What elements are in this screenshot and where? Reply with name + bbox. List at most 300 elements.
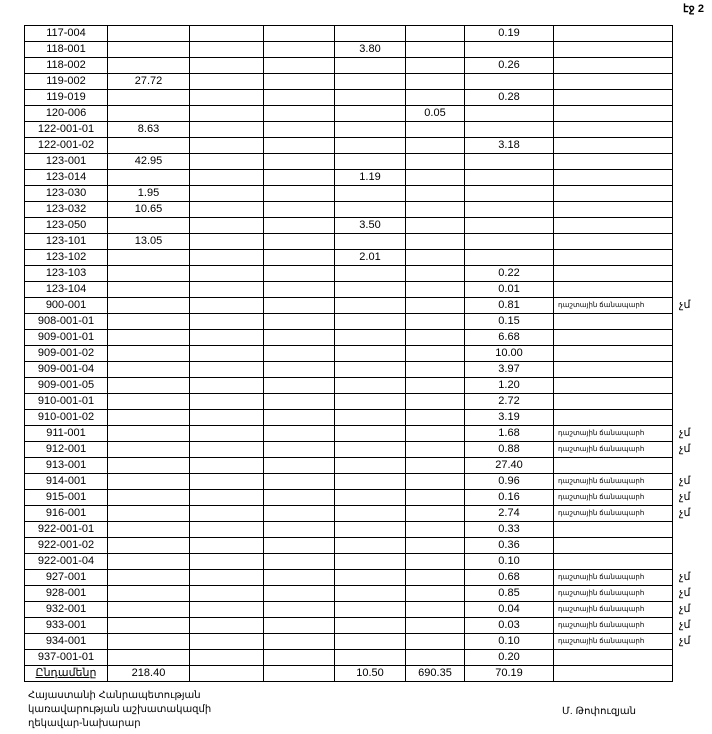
value-col-5-cell: 0.05 [406,106,465,122]
note-cell: դաշտային ճանապարհ [554,506,673,522]
value-col-6-cell: 6.68 [465,330,554,346]
parcel-code-cell: 119-019 [25,90,108,106]
value-col-4-cell [335,346,406,362]
value-col-2-cell [190,442,264,458]
note-cell [554,90,673,106]
value-col-1-cell [108,394,190,410]
row-mark: չմ [679,427,691,439]
value-col-4-cell [335,138,406,154]
total-value-col-2-cell [190,666,264,682]
table-row [25,570,703,586]
value-col-2-cell [190,186,264,202]
table-row [25,234,703,250]
value-col-5-cell [406,58,465,74]
row-mark [673,458,703,474]
value-col-1-cell [108,298,190,314]
table-row [25,474,703,490]
value-col-4-cell [335,122,406,138]
table-row [25,314,703,330]
value-col-5-cell [406,618,465,634]
parcel-code-cell: 123-104 [25,282,108,298]
value-col-6-cell [465,74,554,90]
value-col-2-cell [190,218,264,234]
value-col-1-cell [108,26,190,42]
value-col-4-cell: 3.80 [335,42,406,58]
parcel-code-cell: 119-002 [25,74,108,90]
value-col-3-cell [264,458,335,474]
note-cell [554,458,673,474]
value-col-4-cell [335,186,406,202]
row-mark [673,554,703,570]
value-col-4-cell [335,394,406,410]
note-cell [554,522,673,538]
value-col-5-cell [406,506,465,522]
value-col-1-cell [108,458,190,474]
value-col-2-cell [190,394,264,410]
value-col-5-cell [406,394,465,410]
table-row [25,538,703,554]
row-mark: չմ [679,491,691,503]
signatory-name: Մ. Թոփուզյան [562,706,636,717]
parcel-code-cell: 118-001 [25,42,108,58]
value-col-6-cell: 0.03 [465,618,554,634]
value-col-5-cell [406,362,465,378]
parcel-code-cell: 123-014 [25,170,108,186]
value-col-5-cell [406,266,465,282]
value-col-5-cell [406,314,465,330]
value-col-1-cell [108,506,190,522]
value-col-1-cell [108,218,190,234]
value-col-3-cell [264,170,335,186]
note-cell [554,74,673,90]
value-col-1-cell [108,58,190,74]
value-col-3-cell [264,282,335,298]
row-mark [673,234,703,250]
value-col-1-cell [108,250,190,266]
value-col-6-cell [465,154,554,170]
value-col-3-cell [264,122,335,138]
value-col-3-cell [264,218,335,234]
value-col-2-cell [190,554,264,570]
value-col-6-cell: 3.19 [465,410,554,426]
value-col-4-cell [335,634,406,650]
value-col-1-cell: 42.95 [108,154,190,170]
note-cell [554,378,673,394]
row-mark [673,42,703,58]
value-col-2-cell [190,586,264,602]
parcel-code-cell: 123-101 [25,234,108,250]
page-number-label: էջ 2 [683,3,704,15]
value-col-6-cell [465,122,554,138]
note-cell: դաշտային ճանապարհ [554,602,673,618]
value-col-2-cell [190,570,264,586]
value-col-4-cell [335,106,406,122]
value-col-3-cell [264,522,335,538]
value-col-6-cell: 1.68 [465,426,554,442]
row-mark [673,122,703,138]
total-row [25,666,703,682]
parcel-code-cell: 122-001-01 [25,122,108,138]
value-col-5-cell [406,74,465,90]
note-cell [554,266,673,282]
row-mark [673,330,703,346]
value-col-2-cell [190,490,264,506]
value-col-2-cell [190,458,264,474]
value-col-1-cell [108,314,190,330]
value-col-1-cell [108,42,190,58]
note-cell [554,362,673,378]
value-col-2-cell [190,474,264,490]
value-col-1-cell [108,90,190,106]
note-cell [554,218,673,234]
value-col-4-cell [335,586,406,602]
value-col-6-cell: 0.01 [465,282,554,298]
value-col-2-cell [190,74,264,90]
row-mark [673,346,703,362]
value-col-2-cell [190,410,264,426]
parcel-code-cell: 122-001-02 [25,138,108,154]
value-col-5-cell [406,554,465,570]
table-row [25,602,703,618]
value-col-6-cell: 0.88 [465,442,554,458]
parcel-code-cell: 123-001 [25,154,108,170]
value-col-6-cell: 0.68 [465,570,554,586]
parcel-code-cell: 909-001-05 [25,378,108,394]
table-row [25,266,703,282]
note-cell [554,122,673,138]
value-col-3-cell [264,202,335,218]
row-mark [673,410,703,426]
value-col-4-cell [335,522,406,538]
total-value-col-1-cell: 218.40 [108,666,190,682]
table-row [25,42,703,58]
parcel-code-cell: 932-001 [25,602,108,618]
parcel-code-cell: 934-001 [25,634,108,650]
signatory-title [28,689,211,731]
row-mark [673,266,703,282]
value-col-5-cell [406,330,465,346]
note-cell: դաշտային ճանապարհ [554,586,673,602]
value-col-1-cell [108,618,190,634]
value-col-5-cell [406,154,465,170]
note-cell [554,138,673,154]
parcel-code-cell: 123-030 [25,186,108,202]
note-cell [554,330,673,346]
value-col-3-cell [264,186,335,202]
value-col-2-cell [190,602,264,618]
table-row [25,442,703,458]
parcel-code-cell: 117-004 [25,26,108,42]
value-col-3-cell [264,154,335,170]
parcel-code-cell: 937-001-01 [25,650,108,666]
value-col-6-cell [465,42,554,58]
value-col-5-cell [406,218,465,234]
value-col-3-cell [264,410,335,426]
parcel-code-cell: 928-001 [25,586,108,602]
value-col-2-cell [190,618,264,634]
value-col-5-cell [406,458,465,474]
table-row [25,202,703,218]
note-cell: դաշտային ճանապարհ [554,426,673,442]
value-col-3-cell [264,634,335,650]
signatory-title-line-3: ղեկավար-նախարար [28,718,141,729]
value-col-1-cell [108,138,190,154]
value-col-5-cell [406,538,465,554]
value-col-5-cell [406,298,465,314]
row-mark [673,394,703,410]
value-col-1-cell [108,282,190,298]
value-col-6-cell: 27.40 [465,458,554,474]
value-col-1-cell [108,266,190,282]
value-col-1-cell [108,602,190,618]
value-col-4-cell [335,362,406,378]
value-col-1-cell [108,330,190,346]
value-col-2-cell [190,330,264,346]
land-ledger-table [24,25,703,682]
value-col-4-cell [335,26,406,42]
value-col-4-cell [335,490,406,506]
row-mark [673,282,703,298]
value-col-2-cell [190,506,264,522]
parcel-code-cell: 123-032 [25,202,108,218]
value-col-6-cell: 3.97 [465,362,554,378]
value-col-5-cell [406,378,465,394]
value-col-5-cell [406,490,465,506]
value-col-3-cell [264,650,335,666]
value-col-4-cell [335,410,406,426]
note-cell [554,234,673,250]
value-col-3-cell [264,426,335,442]
note-cell [554,170,673,186]
parcel-code-cell: 913-001 [25,458,108,474]
row-mark [673,218,703,234]
value-col-2-cell [190,266,264,282]
parcel-code-cell: 922-001-04 [25,554,108,570]
parcel-code-cell: 911-001 [25,426,108,442]
value-col-2-cell [190,42,264,58]
table-row [25,26,703,42]
parcel-code-cell: 927-001 [25,570,108,586]
parcel-code-cell: 123-102 [25,250,108,266]
value-col-1-cell: 10.65 [108,202,190,218]
table-row [25,554,703,570]
row-mark: չմ [679,507,691,519]
value-col-1-cell [108,522,190,538]
value-col-2-cell [190,250,264,266]
value-col-5-cell [406,410,465,426]
row-mark [673,90,703,106]
note-cell [554,394,673,410]
parcel-code-cell: 118-002 [25,58,108,74]
row-mark [673,170,703,186]
row-mark [673,250,703,266]
value-col-3-cell [264,474,335,490]
value-col-4-cell [335,570,406,586]
value-col-5-cell [406,282,465,298]
value-col-4-cell [335,538,406,554]
table-row [25,650,703,666]
row-mark [673,538,703,554]
parcel-code-cell: 120-006 [25,106,108,122]
value-col-4-cell: 1.19 [335,170,406,186]
note-cell [554,650,673,666]
value-col-3-cell [264,618,335,634]
ledger-body [25,26,703,682]
value-col-1-cell [108,346,190,362]
value-col-4-cell [335,554,406,570]
value-col-4-cell [335,58,406,74]
value-col-4-cell [335,618,406,634]
value-col-2-cell [190,138,264,154]
note-cell: դաշտային ճանապարհ [554,570,673,586]
value-col-6-cell [465,234,554,250]
value-col-6-cell: 0.20 [465,650,554,666]
table-row [25,186,703,202]
value-col-6-cell [465,106,554,122]
row-mark [673,26,703,42]
value-col-6-cell: 0.28 [465,90,554,106]
value-col-5-cell [406,346,465,362]
note-cell [554,554,673,570]
value-col-2-cell [190,362,264,378]
value-col-1-cell [108,586,190,602]
table-row [25,506,703,522]
value-col-6-cell: 0.81 [465,298,554,314]
parcel-code-cell: 123-050 [25,218,108,234]
value-col-4-cell: 2.01 [335,250,406,266]
row-mark: չմ [679,603,691,615]
note-cell: դաշտային ճանապարհ [554,634,673,650]
parcel-code-cell: 933-001 [25,618,108,634]
value-col-2-cell [190,346,264,362]
row-mark [673,314,703,330]
parcel-code-cell: 910-001-02 [25,410,108,426]
parcel-code-cell: 900-001 [25,298,108,314]
note-cell: դաշտային ճանապարհ [554,442,673,458]
value-col-3-cell [264,586,335,602]
value-col-1-cell [108,442,190,458]
value-col-6-cell [465,250,554,266]
value-col-3-cell [264,394,335,410]
value-col-5-cell [406,442,465,458]
note-cell: դաշտային ճանապարհ [554,474,673,490]
value-col-1-cell [108,170,190,186]
value-col-6-cell [465,218,554,234]
value-col-5-cell [406,522,465,538]
table-row [25,282,703,298]
table-row [25,74,703,90]
value-col-1-cell: 1.95 [108,186,190,202]
note-cell [554,282,673,298]
value-col-4-cell [335,74,406,90]
value-col-5-cell [406,474,465,490]
row-mark [673,378,703,394]
value-col-1-cell [108,426,190,442]
value-col-4-cell [335,426,406,442]
row-mark [673,58,703,74]
value-col-6-cell: 10.00 [465,346,554,362]
value-col-5-cell [406,250,465,266]
value-col-1-cell [108,378,190,394]
parcel-code-cell: 909-001-04 [25,362,108,378]
note-cell [554,346,673,362]
value-col-4-cell [335,442,406,458]
signatory-title-line-1: Հայաստանի Հանրապետության [28,690,201,701]
value-col-4-cell [335,298,406,314]
value-col-3-cell [264,538,335,554]
value-col-3-cell [264,490,335,506]
value-col-6-cell: 3.18 [465,138,554,154]
value-col-2-cell [190,122,264,138]
table-row [25,106,703,122]
value-col-2-cell [190,538,264,554]
value-col-1-cell: 8.63 [108,122,190,138]
value-col-3-cell [264,138,335,154]
value-col-3-cell [264,570,335,586]
value-col-3-cell [264,90,335,106]
value-col-1-cell [108,490,190,506]
value-col-3-cell [264,330,335,346]
value-col-4-cell [335,474,406,490]
value-col-3-cell [264,266,335,282]
row-mark: չմ [679,475,691,487]
row-mark [673,138,703,154]
value-col-2-cell [190,282,264,298]
note-cell [554,202,673,218]
note-cell: դաշտային ճանապարհ [554,618,673,634]
value-col-4-cell [335,90,406,106]
value-col-4-cell [335,202,406,218]
table-row [25,250,703,266]
value-col-2-cell [190,234,264,250]
value-col-6-cell: 1.20 [465,378,554,394]
value-col-3-cell [264,106,335,122]
value-col-3-cell [264,362,335,378]
row-mark [673,202,703,218]
value-col-5-cell [406,586,465,602]
table-row [25,154,703,170]
table-row [25,362,703,378]
value-col-6-cell [465,202,554,218]
value-col-3-cell [264,234,335,250]
row-mark [673,362,703,378]
value-col-6-cell: 0.36 [465,538,554,554]
value-col-4-cell [335,602,406,618]
value-col-5-cell [406,202,465,218]
value-col-5-cell [406,26,465,42]
value-col-2-cell [190,378,264,394]
note-cell: դաշտային ճանապարհ [554,490,673,506]
value-col-3-cell [264,506,335,522]
value-col-4-cell [335,458,406,474]
note-cell [554,154,673,170]
value-col-6-cell: 0.26 [465,58,554,74]
value-col-4-cell [335,378,406,394]
row-mark [673,154,703,170]
value-col-5-cell [406,138,465,154]
value-col-5-cell [406,122,465,138]
row-mark [673,74,703,90]
value-col-4-cell [335,506,406,522]
table-row [25,58,703,74]
total-mark-cell [673,666,703,682]
value-col-5-cell [406,602,465,618]
value-col-6-cell: 0.22 [465,266,554,282]
value-col-5-cell [406,650,465,666]
value-col-1-cell [108,650,190,666]
total-parcel-code-cell: Ընդամենը [25,666,108,682]
value-col-5-cell [406,634,465,650]
